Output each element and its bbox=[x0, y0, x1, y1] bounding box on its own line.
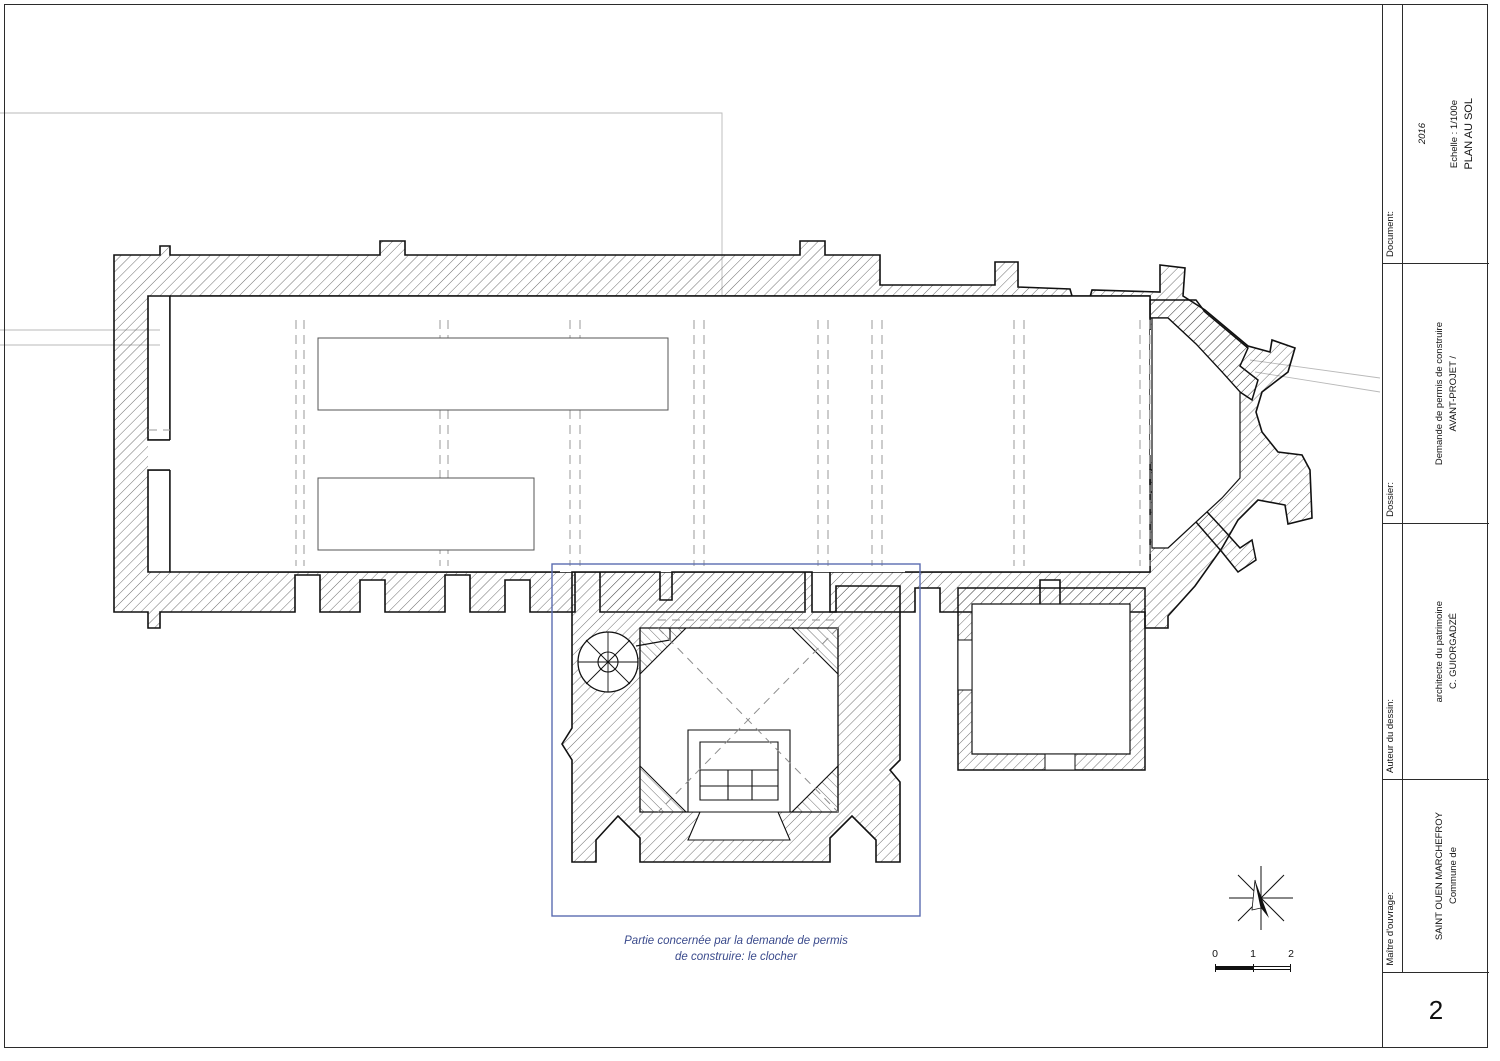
title-block-cell-author bbox=[1383, 524, 1489, 780]
author-name: C. GUIORGADZÉ bbox=[1447, 613, 1459, 690]
title-block-label-document: Document: bbox=[1385, 211, 1396, 257]
title-block-label-author-col bbox=[1383, 524, 1403, 779]
owner-line-1: Commune de bbox=[1447, 847, 1459, 905]
document-title-line-1: PLAN AU SOL bbox=[1463, 98, 1475, 170]
dossier-line-1: AVANT-PROJET / bbox=[1447, 355, 1459, 432]
permit-caption-line-2: de construire: le clocher bbox=[674, 950, 798, 963]
title-block-label-dossier: Dossier: bbox=[1385, 482, 1396, 517]
title-block-body-document bbox=[1403, 5, 1489, 263]
title-block-label-document-col bbox=[1383, 5, 1403, 263]
title-block-label-dossier-col bbox=[1383, 264, 1403, 523]
dossier-line-2: Demande de permis de construire bbox=[1433, 321, 1445, 466]
permit-caption-line-1: Partie concernée par la demande de permis bbox=[624, 935, 848, 947]
title-block-body-owner bbox=[1403, 780, 1489, 972]
owner-line-2: SAINT OUEN MARCHEFROY bbox=[1433, 811, 1445, 941]
title-block-label-owner: Maître d'ouvrage: bbox=[1385, 892, 1396, 966]
title-block-label-author: Auteur du dessin: bbox=[1385, 699, 1396, 773]
scale-label-2: 2 bbox=[1288, 948, 1294, 960]
sheet-border bbox=[4, 4, 1488, 1048]
scale-label-1: 1 bbox=[1250, 948, 1256, 960]
document-year: 2016 bbox=[1417, 123, 1428, 145]
title-block-body-author bbox=[1403, 524, 1489, 779]
title-block bbox=[1382, 5, 1488, 1048]
document-title-line-2: Echelle : 1/100e bbox=[1449, 99, 1460, 169]
sheet-number: 2 bbox=[1428, 995, 1444, 1025]
title-block-cell-owner bbox=[1383, 780, 1489, 973]
title-block-cell-document bbox=[1383, 5, 1489, 264]
title-block-body-dossier bbox=[1403, 264, 1489, 523]
scale-label-0: 0 bbox=[1212, 948, 1218, 960]
title-block-cell-dossier bbox=[1383, 264, 1489, 524]
author-role: architecte du patrimoine bbox=[1433, 600, 1445, 703]
title-block-label-owner-col bbox=[1383, 780, 1403, 972]
